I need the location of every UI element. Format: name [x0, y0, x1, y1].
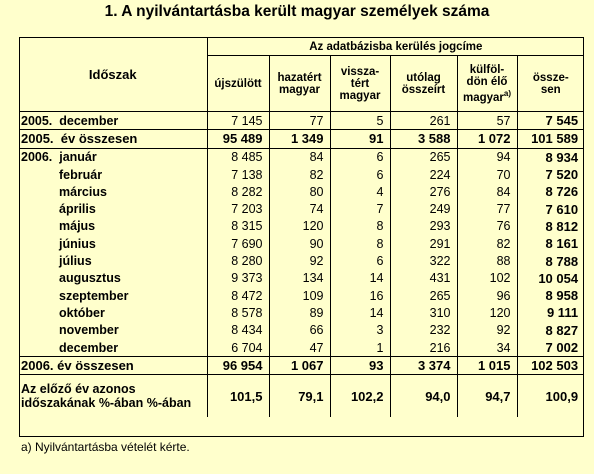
cell-value: 291 [390, 235, 457, 252]
cell-value: 57 [457, 112, 517, 130]
cell-value: 134 [269, 270, 330, 287]
period-header: Időszak [19, 38, 207, 112]
cell-value: 8 812 [517, 218, 584, 235]
cell-value: 77 [269, 112, 330, 130]
column-header [269, 56, 330, 112]
table-row [19, 130, 584, 148]
table-row [19, 304, 584, 321]
column-header [330, 56, 390, 112]
cell-value: 102 503 [517, 357, 584, 375]
cell-value: 66 [269, 322, 330, 339]
cell-value: 95 489 [207, 130, 269, 148]
cell-value: 84 [457, 183, 517, 200]
cell-value: 6 [330, 252, 390, 269]
table-title: 1. A nyilvántartásba került magyar személyek száma [104, 3, 490, 20]
cell-value: 7 [330, 200, 390, 217]
cell-value: 1 [330, 339, 390, 357]
table-row [19, 357, 584, 375]
column-header-line: újszülött [214, 77, 262, 90]
column-header-line: magyar [462, 91, 504, 104]
cell-value: 7 545 [517, 112, 584, 130]
column-header-line: utólag [406, 71, 441, 84]
cell-value: 7 138 [231, 167, 263, 182]
column-header [457, 56, 517, 112]
cell-value: 8 280 [231, 254, 263, 269]
row-label: március [19, 183, 207, 200]
cell-value: 74 [269, 200, 330, 217]
cell-value: 82 [457, 235, 517, 252]
cell-value: 8 434 [231, 323, 263, 338]
percent-value: 101,5 [207, 375, 269, 418]
column-header-line: sen [540, 83, 561, 96]
cell-value: 6 [330, 148, 390, 166]
column-header-line: vissza- [340, 65, 380, 78]
cell-value: 8 161 [517, 235, 584, 252]
row-label: 2006. január [19, 148, 207, 166]
column-header [390, 56, 457, 112]
row-label: november [19, 322, 207, 339]
cell-value: 8 578 [231, 305, 263, 320]
cell-value: 216 [390, 339, 457, 357]
cell-value: 82 [269, 166, 330, 183]
cell-value: 102 [457, 270, 517, 287]
footnote: a) Nyilvántartásba vételét kérte. [21, 440, 190, 454]
table-row [19, 287, 584, 304]
percent-value: 94,0 [390, 375, 457, 418]
column-header [207, 56, 269, 112]
cell-value: 92 [457, 322, 517, 339]
footnote-marker: a) [503, 88, 512, 98]
cell-value: 101 589 [517, 130, 584, 148]
cell-value: 232 [390, 322, 457, 339]
cell-value: 91 [330, 130, 390, 148]
row-label: április [19, 200, 207, 217]
cell-value: 8 [330, 235, 390, 252]
percent-value: 100,9 [517, 375, 584, 418]
row-label: 2005. év összesen [19, 130, 207, 148]
cell-value: 34 [457, 339, 517, 357]
cell-value: 90 [269, 235, 330, 252]
cell-value: 93 [330, 357, 390, 375]
percent-value: 79,1 [269, 375, 330, 418]
cell-value: 8 485 [207, 148, 269, 166]
cell-value: 14 [330, 304, 390, 321]
column-header-line: összeírt [401, 83, 446, 96]
percent-row [19, 375, 584, 418]
row-label: október [19, 304, 207, 321]
cell-value: 8 472 [231, 288, 263, 303]
cell-value: 10 054 [517, 270, 584, 287]
cell-value: 4 [330, 183, 390, 200]
cell-value: 8 788 [517, 252, 584, 269]
table-row [19, 218, 584, 235]
cell-value: 1 015 [457, 357, 517, 375]
cell-value: 5 [330, 112, 390, 130]
cell-value: 76 [457, 218, 517, 235]
cell-value: 8 282 [231, 184, 263, 199]
cell-value: 261 [390, 112, 457, 130]
row-label: augusztus [19, 270, 207, 287]
cell-value: 1 067 [269, 357, 330, 375]
cell-value: 8 [330, 218, 390, 235]
cell-value: 14 [330, 270, 390, 287]
cell-value: 92 [269, 252, 330, 269]
row-label: 2006. év összesen [19, 357, 207, 375]
cell-value: 8 934 [517, 148, 584, 166]
table-row [19, 112, 584, 130]
table-row [19, 252, 584, 269]
cell-value: 1 072 [457, 130, 517, 148]
cell-value: 109 [269, 287, 330, 304]
cell-value: 84 [269, 148, 330, 166]
column-header-line: magyar [279, 83, 320, 96]
cell-value: 7 690 [231, 236, 263, 251]
row-label: december [19, 339, 207, 357]
cell-value: 9 111 [517, 304, 584, 321]
cell-value: 120 [269, 218, 330, 235]
cell-value: 16 [330, 287, 390, 304]
table-row [19, 339, 584, 357]
cell-value: 431 [390, 270, 457, 287]
cell-value: 3 374 [390, 357, 457, 375]
percent-value: 102,2 [330, 375, 390, 418]
cell-value: 6 704 [231, 340, 263, 355]
cell-value: 7 002 [517, 339, 584, 357]
cell-value: 9 373 [231, 271, 263, 286]
cell-value: 3 [330, 322, 390, 339]
row-label: július [19, 252, 207, 269]
column-header [517, 56, 584, 112]
cell-value: 80 [269, 183, 330, 200]
table-row [19, 166, 584, 183]
cell-value: 8 726 [517, 183, 584, 200]
cell-value: 293 [390, 218, 457, 235]
row-label: február [19, 166, 207, 183]
cell-value: 1 349 [269, 130, 330, 148]
column-header-line: össze- [532, 71, 569, 84]
cell-value: 77 [457, 200, 517, 217]
cell-value: 88 [457, 252, 517, 269]
table-row [19, 148, 584, 166]
cell-value: 310 [390, 304, 457, 321]
group-header: Az adatbázisba kerülés jogcíme [207, 38, 584, 56]
cell-value: 6 [330, 166, 390, 183]
cell-value: 8 958 [517, 287, 584, 304]
cell-value: 322 [390, 252, 457, 269]
cell-value: 3 588 [390, 130, 457, 148]
table-row [19, 270, 584, 287]
column-header-line: magyar [339, 89, 381, 102]
column-header-line: tért [350, 77, 370, 90]
row-label: 2005. december [19, 112, 207, 130]
percent-label-line: időszakának %-ában %-ában [21, 396, 192, 411]
cell-value: 47 [269, 339, 330, 357]
row-label: szeptember [19, 287, 207, 304]
column-header-line: dön élő [466, 75, 508, 88]
table-row [19, 183, 584, 200]
cell-value: 70 [457, 166, 517, 183]
cell-value: 8 827 [517, 322, 584, 339]
row-label: június [19, 235, 207, 252]
cell-value: 249 [390, 200, 457, 217]
cell-value: 8 315 [231, 219, 263, 234]
percent-row-label [19, 375, 207, 418]
cell-value: 276 [390, 183, 457, 200]
column-header-line: külföl- [469, 63, 505, 76]
table-row [19, 322, 584, 339]
cell-value: 89 [269, 304, 330, 321]
data-table [19, 37, 584, 417]
cell-value: 96 954 [207, 357, 269, 375]
cell-value: 7 610 [517, 200, 584, 217]
cell-value: 7 520 [517, 166, 584, 183]
cell-value: 7 203 [231, 202, 263, 217]
cell-value: 120 [457, 304, 517, 321]
cell-value: 7 145 [231, 113, 263, 128]
table-row [19, 235, 584, 252]
percent-value: 94,7 [457, 375, 517, 418]
row-label: május [19, 218, 207, 235]
column-header-line: hazatért [277, 71, 322, 84]
cell-value: 265 [390, 148, 457, 166]
cell-value: 224 [390, 166, 457, 183]
table-row [19, 200, 584, 217]
cell-value: 96 [457, 287, 517, 304]
percent-label-line: Az előző év azonos [21, 382, 136, 397]
cell-value: 94 [457, 148, 517, 166]
cell-value: 265 [390, 287, 457, 304]
